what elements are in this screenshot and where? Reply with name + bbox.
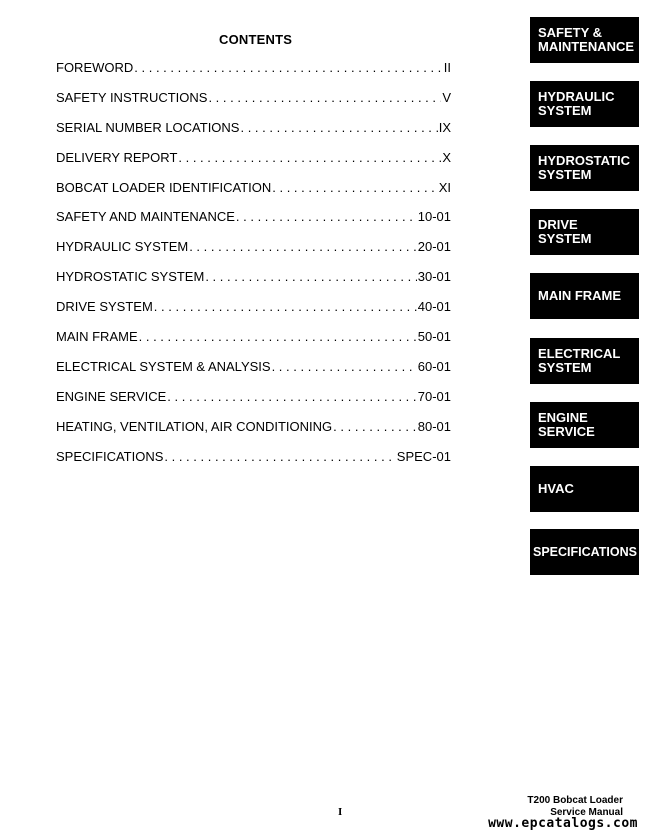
tab-hvac[interactable]: HVAC xyxy=(530,466,639,512)
toc-entry-drive-system[interactable] xyxy=(56,299,451,329)
toc-entry-page: 60-01 xyxy=(417,358,451,374)
tab-engine-service[interactable]: ENGINE SERVICE xyxy=(530,402,639,448)
toc-dot-leader xyxy=(189,239,417,254)
toc-entry-foreword[interactable] xyxy=(56,60,451,90)
watermark-url: www.epcatalogs.com xyxy=(488,816,638,831)
tab-safety-maintenance[interactable]: SAFETY & MAINTENANCE xyxy=(530,17,639,63)
toc-entry-label: HYDRAULIC SYSTEM xyxy=(56,239,189,255)
tab-hydrostatic-system[interactable]: HYDROSTATIC SYSTEM xyxy=(530,145,639,191)
page-number: I xyxy=(338,806,343,818)
toc-dot-leader xyxy=(178,150,441,165)
toc-entry-label: FOREWORD xyxy=(56,60,134,75)
toc-entry-page: 80-01 xyxy=(417,418,451,434)
toc-entry-main-frame[interactable] xyxy=(56,329,451,359)
toc-dot-leader xyxy=(164,449,395,464)
toc-entry-page: 70-01 xyxy=(417,388,451,404)
table-of-contents xyxy=(56,60,451,478)
toc-entry-page: 30-01 xyxy=(417,269,451,285)
toc-entry-label: MAIN FRAME xyxy=(56,329,138,345)
toc-dot-leader xyxy=(134,60,442,75)
toc-dot-leader xyxy=(333,419,417,434)
manual-title-line2: Service Manual xyxy=(550,807,623,818)
toc-entry-label: ENGINE SERVICE xyxy=(56,388,167,404)
contents-title: CONTENTS xyxy=(219,32,293,47)
toc-entry-bobcat-loader-identification[interactable] xyxy=(56,180,451,210)
toc-entry-hydrostatic-system[interactable] xyxy=(56,269,451,299)
toc-dot-leader xyxy=(154,299,417,314)
toc-dot-leader xyxy=(208,90,441,105)
toc-entry-safety-and-maintenance[interactable] xyxy=(56,209,451,239)
toc-entry-page: 20-01 xyxy=(417,239,451,255)
toc-entry-serial-number-locations[interactable] xyxy=(56,120,451,150)
toc-entry-label: SAFETY AND MAINTENANCE xyxy=(56,209,235,225)
toc-entry-page: 40-01 xyxy=(417,299,451,315)
toc-entry-label: SAFETY INSTRUCTIONS xyxy=(56,89,208,105)
toc-dot-leader xyxy=(167,389,416,404)
toc-dot-leader xyxy=(236,209,417,224)
toc-entry-electrical-system[interactable] xyxy=(56,359,451,389)
toc-dot-leader xyxy=(205,269,416,284)
toc-entry-label: HEATING, VENTILATION, AIR CONDITIONING xyxy=(56,418,333,434)
toc-dot-leader xyxy=(272,180,437,195)
toc-entry-page: 10-01 xyxy=(417,209,451,225)
tab-specifications[interactable]: SPECIFICATIONS xyxy=(530,529,639,575)
tab-hydraulic-system[interactable]: HYDRAULIC SYSTEM xyxy=(530,81,639,127)
toc-entry-label: SERIAL NUMBER LOCATIONS xyxy=(56,119,240,135)
toc-entry-safety-instructions[interactable] xyxy=(56,90,451,120)
toc-entry-delivery-report[interactable] xyxy=(56,150,451,180)
toc-entry-hvac[interactable] xyxy=(56,419,451,449)
manual-title-line1: T200 Bobcat Loader xyxy=(527,795,623,806)
toc-entry-page: XI xyxy=(438,179,451,195)
toc-dot-leader xyxy=(240,120,437,135)
tab-drive-system[interactable]: DRIVE SYSTEM xyxy=(530,209,639,255)
toc-entry-label: HYDROSTATIC SYSTEM xyxy=(56,269,205,285)
toc-entry-specifications[interactable] xyxy=(56,449,451,479)
toc-entry-page: X xyxy=(442,149,451,165)
toc-entry-label: DRIVE SYSTEM xyxy=(56,299,153,315)
toc-dot-leader xyxy=(272,359,417,374)
toc-entry-page: 50-01 xyxy=(417,329,451,345)
toc-entry-page: V xyxy=(442,89,451,105)
toc-entry-label: SPECIFICATIONS xyxy=(56,448,164,464)
toc-entry-label: BOBCAT LOADER IDENTIFICATION xyxy=(56,179,272,195)
toc-entry-page: II xyxy=(443,60,451,75)
toc-dot-leader xyxy=(139,329,417,344)
toc-entry-label: DELIVERY REPORT xyxy=(56,149,178,165)
tab-electrical-system[interactable]: ELECTRICAL SYSTEM xyxy=(530,338,639,384)
toc-entry-page: SPEC-01 xyxy=(396,448,451,464)
toc-entry-engine-service[interactable] xyxy=(56,389,451,419)
toc-entry-page: IX xyxy=(438,119,451,135)
toc-entry-label: ELECTRICAL SYSTEM & ANALYSIS xyxy=(56,358,271,374)
tab-main-frame[interactable]: MAIN FRAME xyxy=(530,273,639,319)
toc-entry-hydraulic-system[interactable] xyxy=(56,239,451,269)
